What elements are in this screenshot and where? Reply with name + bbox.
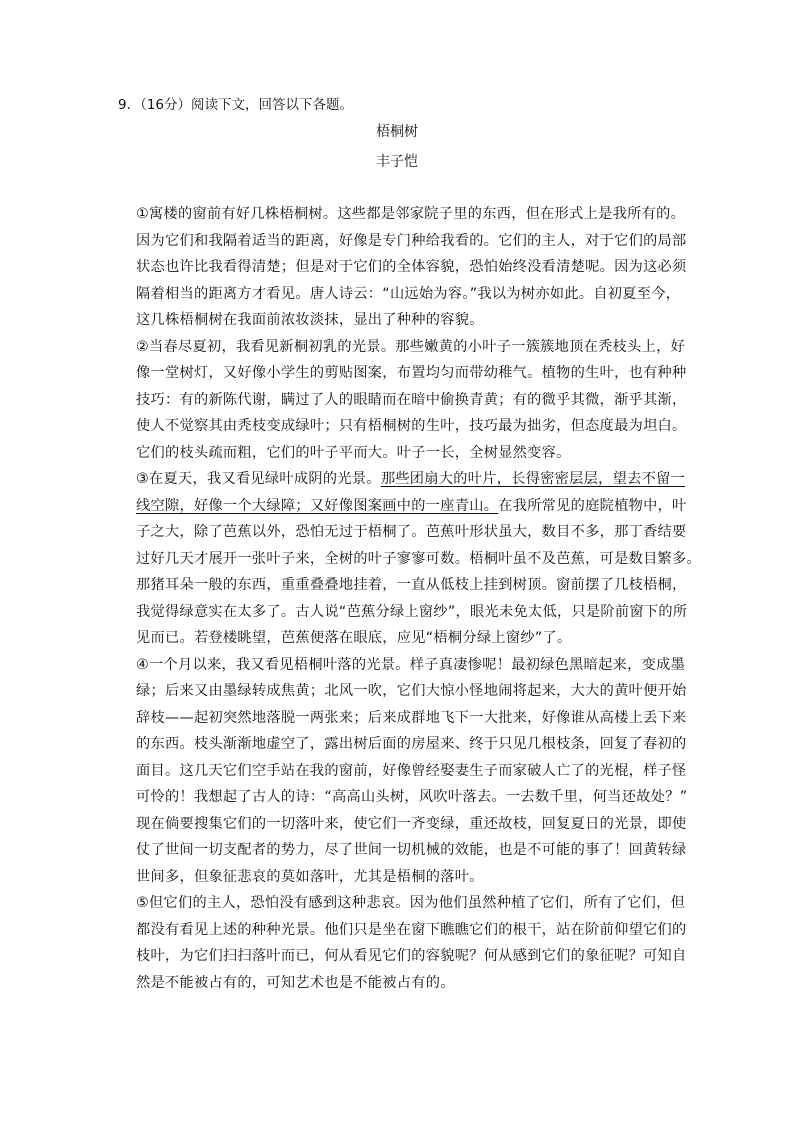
text-segment: 在我所常见的庭院植物中，叶 bbox=[498, 497, 687, 514]
paragraph-3 bbox=[136, 466, 702, 652]
text-line: 隔着相当的距离方才看见。唐人诗云：“山远始为容。”我以为树亦如此。自初夏至今， bbox=[136, 285, 681, 302]
text-line: 的东西。枝头渐渐地虚空了，露出树后面的房屋来、终于只见几根枝条，回复了春初的 bbox=[136, 736, 687, 752]
underlined-sentence: 线空隙，好像一个大绿障；又好像图案画中的一座青山。 bbox=[136, 497, 499, 514]
text-line: 使人不觉察其由秃枝变成绿叶；只有梧桐树的生叶，技巧最为拙劣，但态度最为坦白。 bbox=[136, 418, 687, 434]
paragraph-4 bbox=[136, 652, 696, 891]
text-line: 辞枝——起初突然地落脱一两张来；后来成群地飞下一大批来，好像谁从高楼上丢下来 bbox=[136, 709, 687, 726]
text-line: 枝叶，为它们扫扫落叶而已，何从看见它们的容貌呢？何从感到它们的象征呢？可知自 bbox=[136, 948, 687, 964]
text-line bbox=[136, 493, 696, 520]
text-line: 然是不能被占有的，可知艺术也是不能被占有的。 bbox=[136, 974, 455, 991]
paragraph-1 bbox=[136, 201, 696, 334]
text-line: 它们的枝头疏而粗，它们的叶子平而大。叶子一长，全树显然变容。 bbox=[136, 444, 571, 461]
text-line: 那猪耳朵一般的东西，重重叠叠地挂着，一直从低枝上挂到树顶。窗前摆了几枝梧桐， bbox=[136, 577, 687, 593]
text-line: 这几株梧桐树在我面前浓妆淡抹，显出了种种的容貌。 bbox=[136, 312, 484, 328]
paragraph-2 bbox=[136, 334, 696, 467]
text-line: 见而已。若登楼眺望，芭蕉便落在眼底，应见“梧桐分绿上窗纱”了。 bbox=[136, 630, 572, 646]
text-line: 绿；后来又由墨绿转成焦黄；北风一吹，它们大惊小怪地闹将起来，大大的黄叶便开始 bbox=[136, 683, 687, 699]
text-line: 技巧：有的新陈代谢，瞒过了人的眼睛而在暗中偷换青黄；有的微乎其微，渐乎其渐， bbox=[136, 391, 687, 408]
text-line: 都没有看见上述的种种光景。他们只是坐在窗下瞧瞧它们的根干，站在阶前仰望它们的 bbox=[136, 921, 687, 938]
text-line: 可怜的！我想起了古人的诗：“高高山头树，风吹叶落去。一去数千里，何当还故处？” bbox=[136, 789, 688, 805]
text-line: 仗了世间一切支配者的势力，尽了世间一切机械的效能，也是不可能的事了！回黄转绿 bbox=[136, 842, 687, 858]
text-segment: ③在夏天，我又看见绿叶成阴的光景。 bbox=[136, 471, 381, 487]
text-line: 子之大，除了芭蕉以外，恐怕无过于梧桐了。芭蕉叶形状虽大，数目不多，那丁香结要 bbox=[136, 524, 687, 540]
article-body bbox=[136, 201, 702, 996]
paragraph-5 bbox=[136, 890, 696, 996]
article-title: 梧桐树 bbox=[376, 124, 418, 140]
article-author: 丰子恺 bbox=[376, 154, 418, 170]
text-line: 我觉得绿意实在太多了。古人说“芭蕉分绿上窗纱”，眼光未免太低，只是阶前窗下的所 bbox=[136, 603, 688, 620]
text-line: ④一个月以来，我又看见梧桐叶落的光景。样子真凄惨呢！最初绿色黑暗起来，变成墨 bbox=[136, 656, 686, 673]
text-line: 像一堂树灯，又好像小学生的剪贴图案，布置均匀而带幼稚气。植物的生叶，也有种种 bbox=[136, 365, 687, 381]
underlined-sentence: 那些团扇大的叶片，长得密密层层，望去不留一 bbox=[380, 471, 686, 487]
text-line: 因为它们和我隔着适当的距离，好像是专门种给我看的。它们的主人，对于它们的局部 bbox=[136, 232, 687, 249]
text-line: 面目。这几天它们空手站在我的窗前，好像曾经娶妻生子而家破人亡了的光棍，样子怪 bbox=[136, 762, 687, 779]
text-line: 过好几天才展开一张叶子来，全树的叶子寥寥可数。梧桐叶虽不及芭蕉，可是数目繁多。 bbox=[136, 550, 702, 567]
text-line: 状态也许比我看得清楚；但是对于它们的全体容貌，恐怕始终没看清楚呢。因为这必须 bbox=[136, 259, 687, 275]
text-line bbox=[136, 466, 696, 493]
text-line: ⑤但它们的主人，恐怕没有感到这种悲哀。因为他们虽然种植了它们，所有了它们，但 bbox=[136, 895, 686, 911]
question-header: 9．（16分）阅读下文，回答以下各题。 bbox=[118, 97, 354, 113]
text-line: 世间多，但象征悲哀的莫如落叶，尤其是梧桐的落叶。 bbox=[136, 868, 484, 885]
text-line: 现在倘要搜集它们的一切落叶来，使它们一齐变绿，重还故枝，回复夏日的光景，即使 bbox=[136, 815, 687, 832]
text-line: ①寓楼的窗前有好几株梧桐树。这些都是邻家院子里的东西，但在形式上是我所有的。 bbox=[136, 206, 686, 222]
text-line: ②当春尽夏初，我看见新桐初乳的光景。那些嫩黄的小叶子一簇簇地顶在秃枝头上，好 bbox=[136, 338, 686, 355]
